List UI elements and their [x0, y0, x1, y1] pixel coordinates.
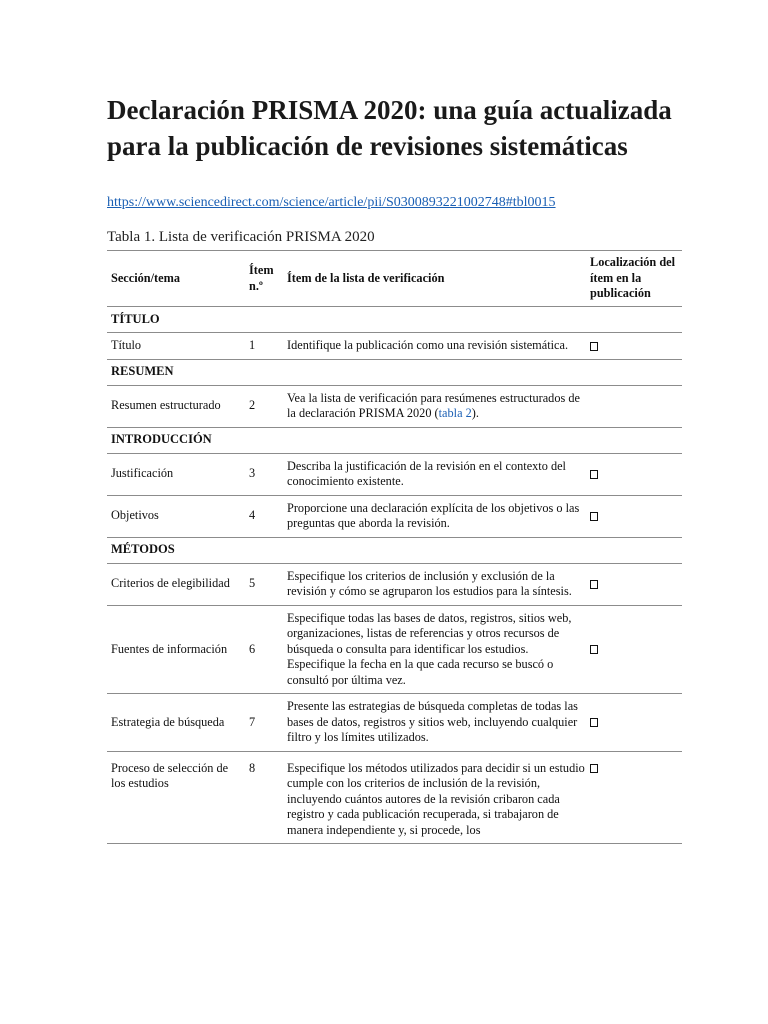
location-cell	[586, 453, 682, 495]
location-cell	[586, 333, 682, 360]
table-row	[107, 694, 682, 752]
checkbox-icon[interactable]	[590, 645, 598, 654]
section-row-resumen	[107, 359, 682, 385]
header-item: Ítem de la lista de verificación	[283, 251, 586, 307]
table-caption: Tabla 1. Lista de verificación PRISMA 2020	[107, 229, 375, 245]
row-item-text: Identifique la publicación como una revisión sistemática.	[287, 338, 569, 352]
checkbox-icon[interactable]	[590, 470, 598, 479]
source-link[interactable]: https://www.sciencedirect.com/science/article/pii/S0300893221002748#tbl0015	[107, 195, 556, 210]
row-number: 7	[249, 714, 256, 729]
row-section: Título	[111, 338, 142, 352]
section-row-titulo	[107, 307, 682, 333]
row-section: Fuentes de información	[111, 641, 228, 656]
row-item-text-start: Vea la lista de verificación para resúmenes estructurados de la declaración PRISMA 2020 (	[287, 390, 580, 420]
document-page	[107, 92, 682, 844]
checkbox-icon[interactable]	[590, 342, 598, 351]
section-row-metodos	[107, 537, 682, 563]
table-row	[107, 605, 682, 694]
section-heading: MÉTODOS	[111, 542, 175, 557]
table-row	[107, 453, 682, 495]
row-item-text: Especifique todas las bases de datos, registros, sitios web, organizaciones, listas de referencias y otros recursos de búsqueda o consulta para identificar los estudios. Especifique la fecha en la que cada recurso se buscó o consultó por última vez.	[287, 610, 572, 687]
row-item-text: Especifique los métodos utilizados para decidir si un estudio cumple con los criterios de inclusión de la revisión, incluyendo cuántos autores de la revisión cribaron cada registro y cada publicación recuperada, si trabajaron de manera independiente y, si procede, los	[287, 760, 585, 837]
location-cell	[586, 751, 682, 844]
section-heading: TÍTULO	[111, 311, 160, 326]
row-item-text: Describa la justificación de la revisión en el contexto del conocimiento existente.	[287, 458, 566, 488]
location-cell	[586, 495, 682, 537]
row-number: 1	[249, 338, 256, 352]
table-row	[107, 333, 682, 360]
row-section: Objetivos	[111, 508, 159, 523]
header-section: Sección/tema	[107, 251, 245, 307]
section-heading: INTRODUCCIÓN	[111, 432, 212, 447]
section-heading: RESUMEN	[111, 364, 174, 379]
row-section: Justificación	[111, 466, 174, 481]
row-item-text	[283, 385, 586, 427]
table-row	[107, 385, 682, 427]
location-cell	[586, 385, 682, 427]
checklist-table	[107, 250, 682, 844]
location-cell	[586, 694, 682, 752]
row-section: Resumen estructurado	[111, 398, 221, 413]
row-section: Criterios de elegibilidad	[111, 576, 230, 591]
row-item-text-end: ).	[471, 406, 479, 420]
row-number: 5	[249, 576, 256, 591]
table-row	[107, 495, 682, 537]
document-title: Declaración PRISMA 2020: una guía actualizada para la publicación de revisiones sistemáticas	[107, 95, 672, 161]
checkbox-icon[interactable]	[590, 512, 598, 521]
row-section: Proceso de selección de los estudios	[111, 760, 229, 790]
row-number: 6	[249, 641, 256, 656]
table-link[interactable]: tabla 2	[438, 406, 472, 420]
row-item-text: Especifique los criterios de inclusión y exclusión de la revisión y cómo se agruparon los estudios para la síntesis.	[287, 568, 572, 598]
header-location: Localización del ítem en la publicación	[586, 251, 682, 307]
checkbox-icon[interactable]	[590, 764, 598, 773]
row-number: 2	[249, 398, 256, 413]
row-item-text: Proporcione una declaración explícita de los objetivos o las preguntas que aborda la revisión.	[287, 500, 580, 530]
row-item-text: Presente las estrategias de búsqueda completas de todas las bases de datos, registros y sitios web, incluyendo cualquier filtro y los límites utilizados.	[287, 699, 578, 744]
table-row	[107, 563, 682, 605]
table-row	[107, 751, 682, 844]
row-section: Estrategia de búsqueda	[111, 714, 225, 729]
table-header-row	[107, 251, 682, 307]
section-row-introduccion	[107, 427, 682, 453]
location-cell	[586, 563, 682, 605]
row-number: 8	[249, 760, 256, 775]
location-cell	[586, 605, 682, 694]
row-number: 3	[249, 466, 256, 481]
checkbox-icon[interactable]	[590, 580, 598, 589]
row-number: 4	[249, 508, 256, 523]
checkbox-icon[interactable]	[590, 718, 598, 727]
header-item-number: Ítem n.º	[245, 251, 283, 307]
